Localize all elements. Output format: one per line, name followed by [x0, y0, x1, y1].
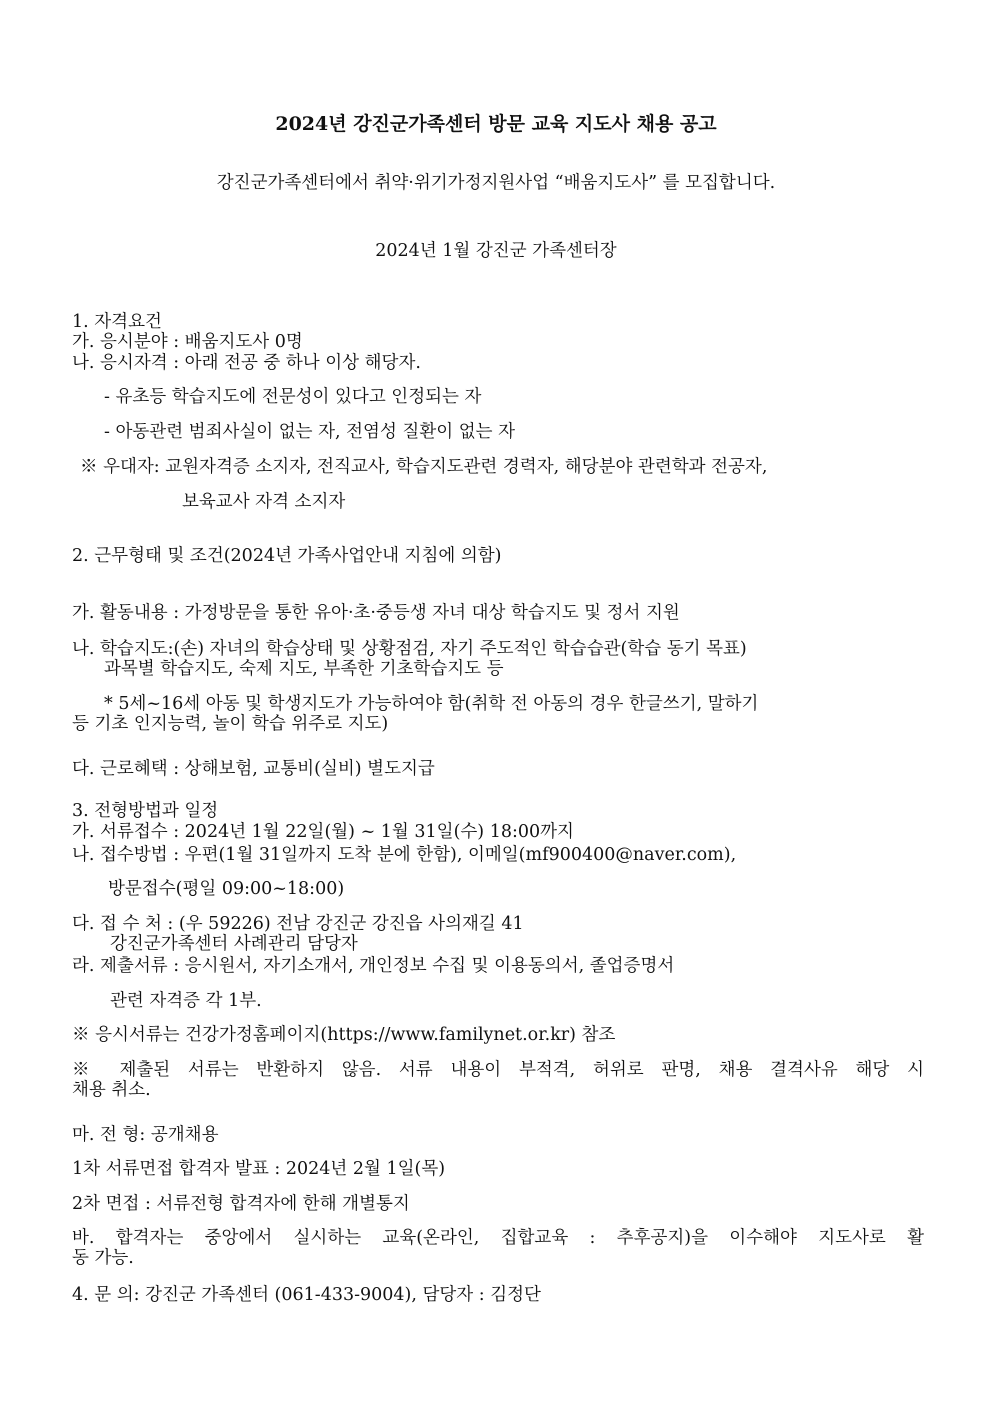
text-line: 동 가능.	[72, 1248, 134, 1268]
text-line: 나. 학습지도:(손) 자녀의 학습상태 및 상황점검, 자기 주도적인 학습습관(학습 동기 목표)	[72, 639, 747, 659]
preference-note: ※ 우대자: 교원자격증 소지자, 전직교사, 학습지도관련 경력자, 해당분야 관련학과 전공자,	[80, 457, 768, 477]
text-line: - 유초등 학습지도에 전문성이 있다고 인정되는 자	[104, 387, 482, 407]
section-2-heading: 2. 근무형태 및 조건(2024년 가족사업안내 지침에 의함)	[72, 546, 502, 566]
section-3-heading: 3. 전형방법과 일정	[72, 801, 219, 821]
text-line: 채용 취소.	[72, 1080, 151, 1100]
text-line: 가. 응시분야 : 배움지도사 0명	[72, 332, 303, 352]
preference-note-cont: 보육교사 자격 소지자	[182, 492, 346, 512]
text-line: ※ 응시서류는 건강가정홈페이지(https://www.familynet.or.kr) 참조	[72, 1025, 616, 1045]
section-1-heading: 1. 자격요건	[72, 312, 162, 332]
text-line: 라. 제출서류 : 응시원서, 자기소개서, 개인정보 수집 및 이용동의서, 졸업증명서	[72, 956, 675, 976]
text-line: 바. 합격자는 중앙에서 실시하는 교육(온라인, 집합교육 : 추후공지)을 이수해야 지도사로 활	[72, 1228, 924, 1248]
text-line: 강진군가족센터 사례관리 담당자	[110, 934, 358, 954]
text-line: 나. 응시자격 : 아래 전공 중 하나 이상 해당자.	[72, 353, 421, 373]
text-line: 관련 자격증 각 1부.	[110, 991, 262, 1011]
text-line: 다. 접 수 처 : (우 59226) 전남 강진군 강진읍 사의재길 41	[72, 914, 524, 934]
text-line: 마. 전 형: 공개채용	[72, 1125, 219, 1145]
text-line: 다. 근로혜택 : 상해보험, 교통비(실비) 별도지급	[72, 759, 435, 779]
text-line: 가. 활동내용 : 가정방문을 통한 유아·초·중등생 자녀 대상 학습지도 및 정서 지원	[72, 603, 680, 623]
issuer-text: 2024년 1월 강진군 가족센터장	[375, 241, 617, 261]
intro-text: 강진군가족센터에서 취약·위기가정지원사업 “배움지도사” 를 모집합니다.	[216, 173, 776, 193]
text-line: 등 기초 인지능력, 놀이 학습 위주로 지도)	[72, 714, 389, 734]
text-line: 가. 서류접수 : 2024년 1월 22일(월) ~ 1월 31일(수) 18:00까지	[72, 822, 574, 842]
text-line: 방문접수(평일 09:00~18:00)	[108, 879, 345, 899]
text-line: 과목별 학습지도, 숙제 지도, 부족한 기초학습지도 등	[104, 659, 504, 679]
text-line: - 아동관련 범죄사실이 없는 자, 전염성 질환이 없는 자	[104, 422, 515, 442]
text-line: ※ 제출된 서류는 반환하지 않음. 서류 내용이 부적격, 허위로 판명, 채용 결격사유 해당 시	[72, 1060, 924, 1080]
section-4-contact: 4. 문 의: 강진군 가족센터 (061-433-9004), 담당자 : 김정단	[72, 1285, 541, 1305]
document-title: 2024년 강진군가족센터 방문 교육 지도사 채용 공고	[275, 113, 717, 135]
text-line: 2차 면접 : 서류전형 합격자에 한해 개별통지	[72, 1194, 410, 1214]
text-line: * 5세~16세 아동 및 학생지도가 가능하여야 함(취학 전 아동의 경우 한글쓰기, 말하기	[104, 694, 759, 714]
text-line: 나. 접수방법 : 우편(1월 31일까지 도착 분에 한함), 이메일(mf900400@naver.com),	[72, 845, 737, 865]
text-line: 1차 서류면접 합격자 발표 : 2024년 2월 1일(목)	[72, 1159, 446, 1179]
